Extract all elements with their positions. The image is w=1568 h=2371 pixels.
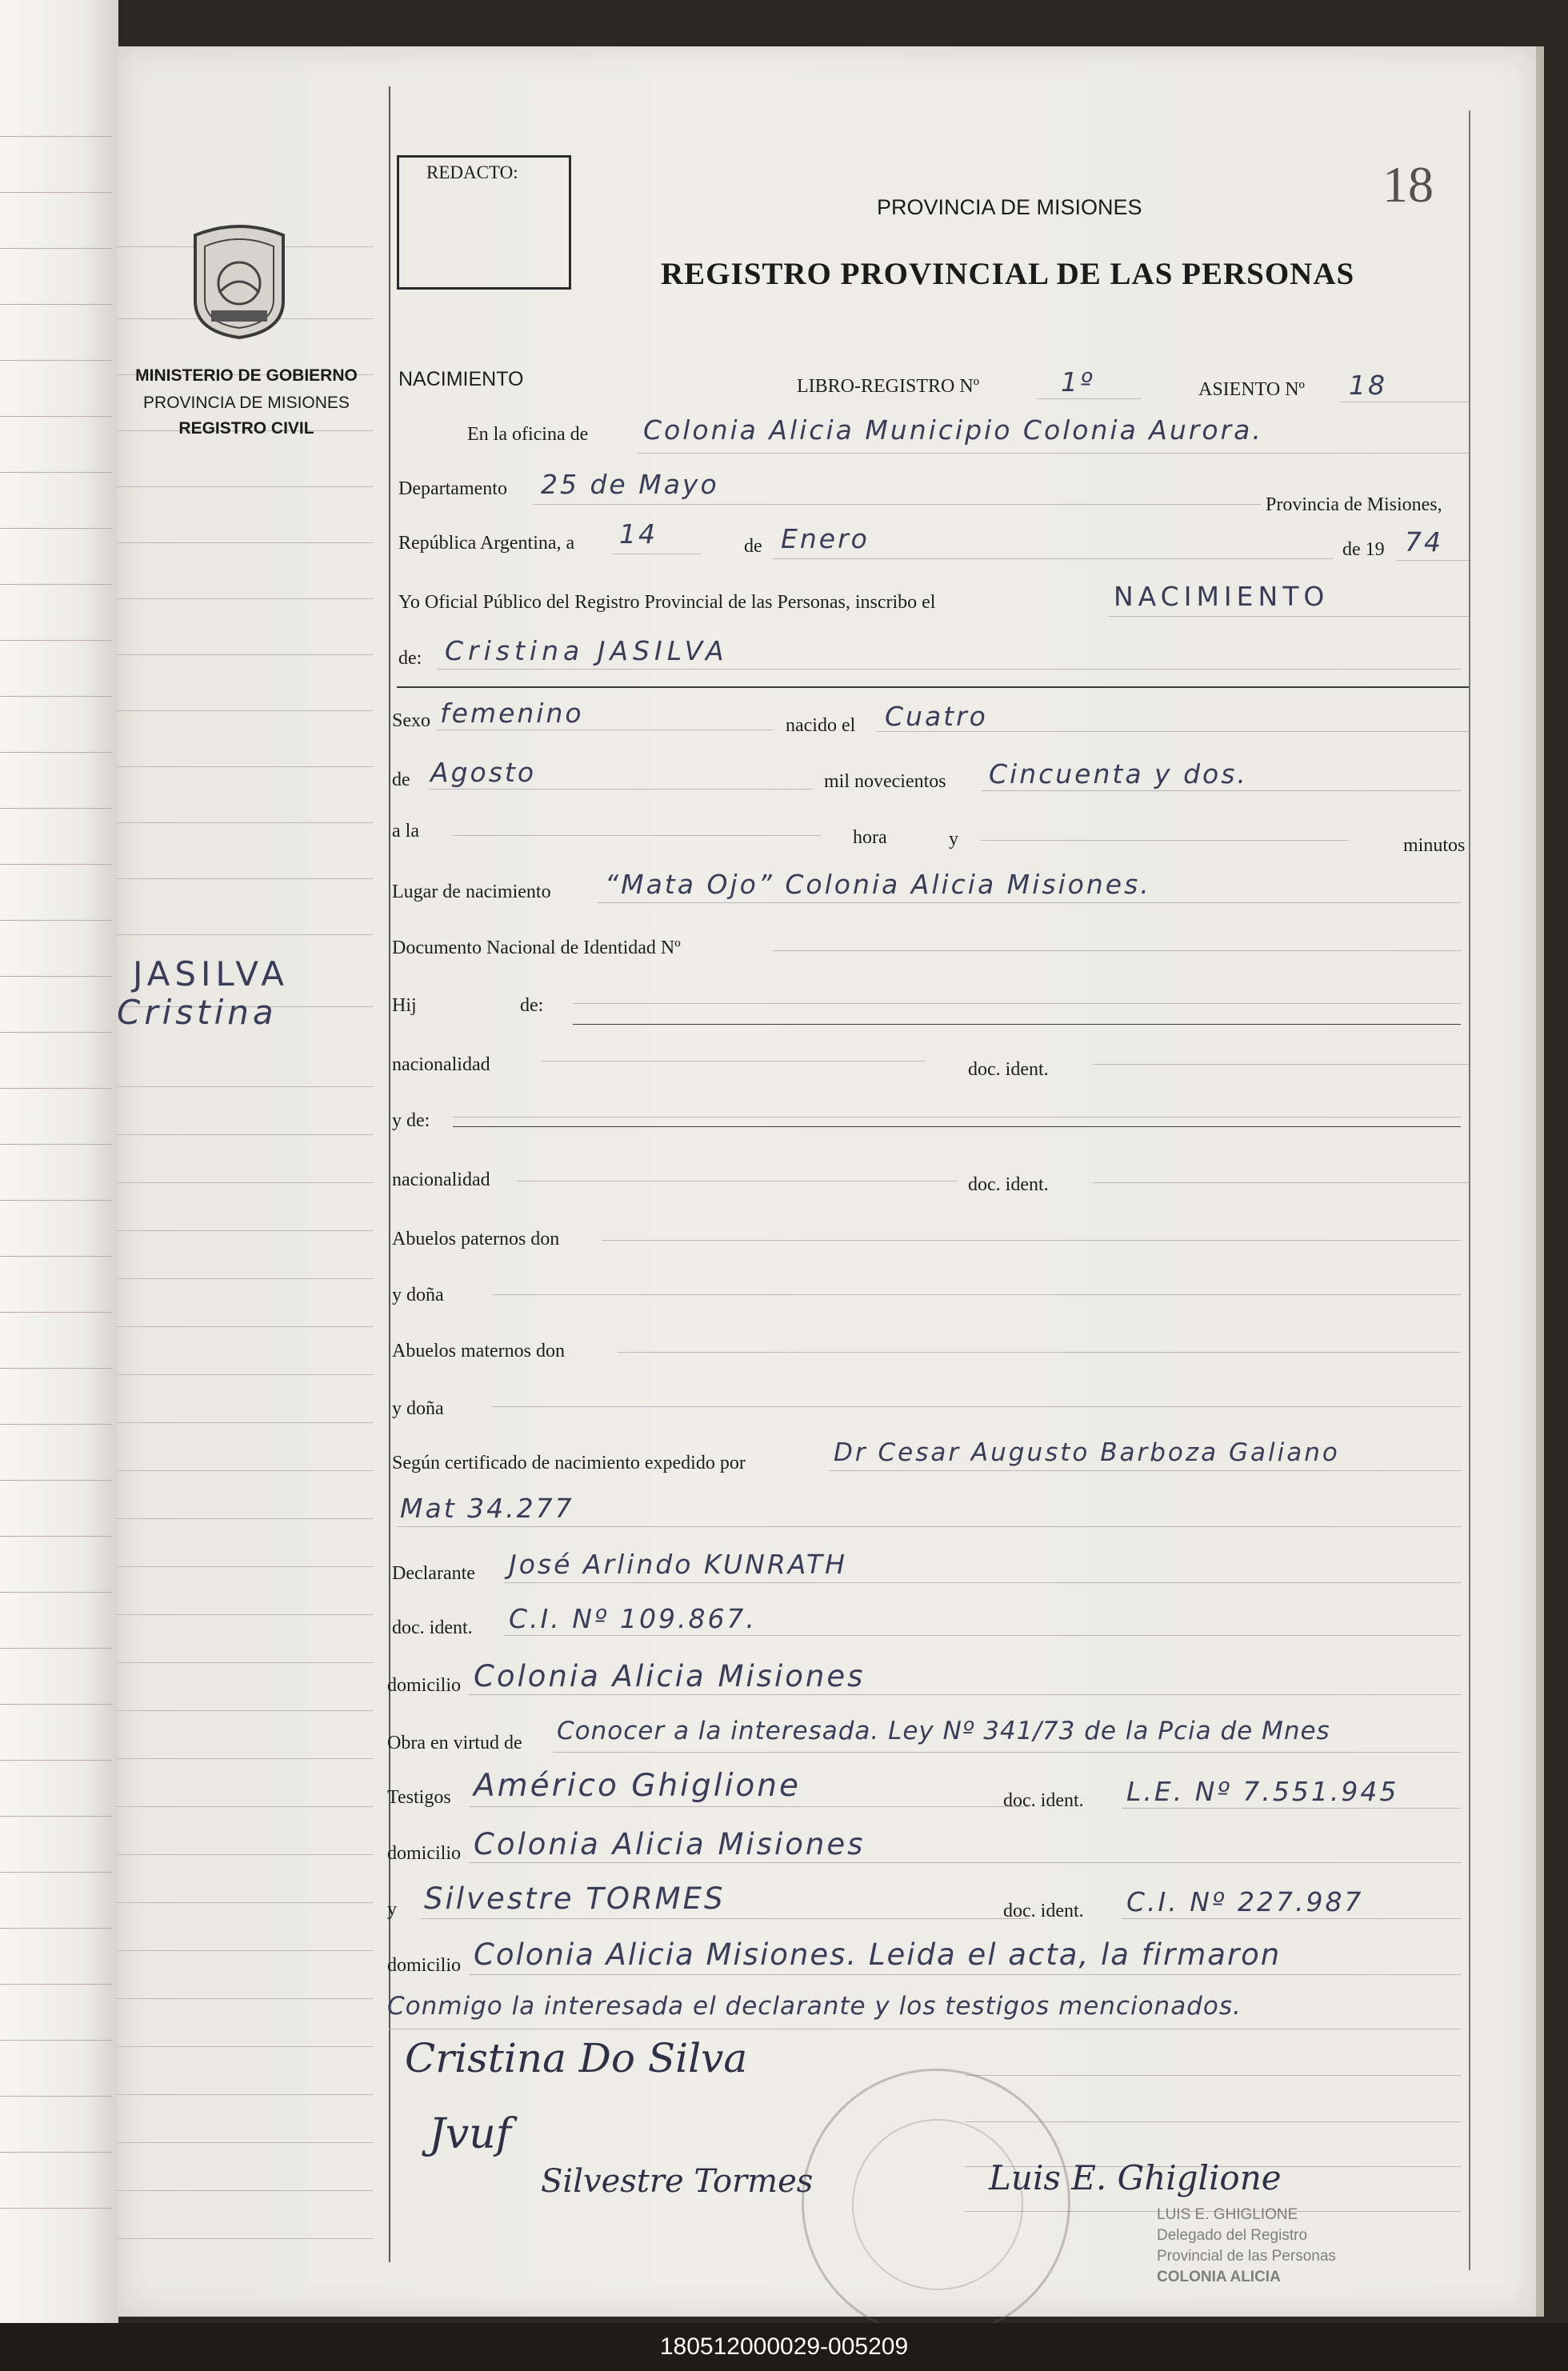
abuelos-paternos-label: Abuelos paternos don	[392, 1229, 560, 1249]
lugar-value: “Mata Ojo” Colonia Alicia Misiones.	[605, 869, 1151, 900]
declarante-domicilio-value: Colonia Alicia Misiones	[474, 1659, 866, 1693]
padre-label: de:	[520, 995, 544, 1016]
sexo-value: femenino	[440, 698, 584, 729]
inscribo-value: NACIMIENTO	[1114, 581, 1330, 612]
abuela-paterna-label: y doña	[392, 1285, 444, 1305]
margin-surname: JASILVA	[133, 954, 289, 994]
margin-given-name: Cristina	[117, 993, 278, 1032]
mes-prefix-label: de	[744, 536, 762, 557]
nacimiento-label: NACIMIENTO	[398, 368, 524, 390]
redacto-label: REDACTO:	[426, 162, 518, 182]
testigo2-prefix-label: y	[387, 1899, 397, 1920]
segun-label: Según certificado de nacimiento expedido por	[392, 1453, 746, 1473]
province-title: PROVINCIA DE MISIONES	[877, 195, 1142, 219]
anio-prefix-label: de 19	[1342, 539, 1385, 560]
ministry-line-2: PROVINCIA DE MISIONES	[143, 394, 350, 412]
image-id-footer: 180512000029-005209	[0, 2323, 1568, 2371]
stamp-line-4: COLONIA ALICIA	[1157, 2269, 1281, 2285]
stamp-line-1: LUIS E. GHIGLIONE	[1157, 2206, 1298, 2223]
declarante-doc-label: doc. ident.	[392, 1617, 473, 1638]
cierre-value: Conmigo la interesada el declarante y los testigos mencionados.	[387, 1992, 1242, 2021]
oficina-label: En la oficina de	[467, 424, 589, 445]
redacto-box	[397, 155, 571, 290]
registry-title: REGISTRO PROVINCIAL DE LAS PERSONAS	[661, 257, 1355, 291]
signature-interesada: Cristina Do Silva	[405, 2035, 748, 2081]
mil-label: mil novecientos	[824, 771, 946, 792]
signature-testigo: Silvestre Tormes	[541, 2163, 814, 2200]
record-page	[117, 46, 1544, 2317]
testigo2-domicilio-value: Colonia Alicia Misiones. Leida el acta, la firmaron	[474, 1937, 1282, 1972]
testigo1-doc-label: doc. ident.	[1003, 1790, 1084, 1811]
madre-label: y de:	[392, 1110, 430, 1131]
obra-value: Conocer a la interesada. Ley Nº 341/73 de la Pcia de Mnes	[557, 1717, 1330, 1745]
hij-label: Hij	[392, 995, 417, 1016]
obra-label: Obra en virtud de	[387, 1733, 522, 1753]
nacido-label: nacido el	[786, 715, 856, 736]
testigo2-doc-label: doc. ident.	[1003, 1901, 1084, 1921]
nacido-mes-value: Agosto	[430, 757, 537, 788]
abuela-materna-label: y doña	[392, 1398, 444, 1419]
hora-label: hora	[853, 827, 887, 848]
libro-label: LIBRO-REGISTRO Nº	[797, 376, 980, 397]
signature-oficial: Luis E. Ghiglione	[989, 2158, 1282, 2197]
signature-declarante: Jvuf	[429, 2110, 511, 2158]
declarante-doc-value: C.I. Nº 109.867.	[509, 1603, 757, 1634]
testigo1-doc-value: L.E. Nº 7.551.945	[1126, 1776, 1399, 1807]
page-number: 18	[1382, 156, 1434, 213]
testigo1-value: Américo Ghiglione	[474, 1768, 802, 1804]
testigo1-domicilio-label: domicilio	[387, 1843, 461, 1864]
certificado-value: Dr Cesar Augusto Barboza Galiano	[834, 1438, 1340, 1467]
lugar-label: Lugar de nacimiento	[392, 882, 551, 902]
nacionalidad-1-label: nacionalidad	[392, 1054, 490, 1075]
nacionalidad-2-label: nacionalidad	[392, 1170, 490, 1190]
testigo2-domicilio-label: domicilio	[387, 1955, 461, 1976]
name-separator-line	[397, 686, 1469, 688]
nombre-label: de:	[398, 648, 422, 669]
testigos-label: Testigos	[387, 1787, 451, 1808]
doc-ident-2-label: doc. ident.	[968, 1174, 1049, 1195]
abuelos-maternos-label: Abuelos maternos don	[392, 1341, 565, 1361]
nacido-anio-value: Cincuenta y dos.	[989, 758, 1248, 790]
a-la-label: a la	[392, 821, 419, 842]
nombre-value: Cristina JASILVA	[445, 635, 729, 666]
libro-value: 1º	[1061, 366, 1095, 398]
anio-value: 74	[1405, 526, 1443, 558]
nacido-dia-value: Cuatro	[885, 701, 988, 732]
left-border-line	[389, 86, 390, 2262]
republica-label: República Argentina, a	[398, 533, 575, 554]
ministry-line-1: MINISTERIO DE GOBIERNO	[135, 366, 358, 385]
asiento-label: ASIENTO Nº	[1198, 379, 1305, 400]
declarante-label: Declarante	[392, 1563, 475, 1584]
departamento-label: Departamento	[398, 478, 507, 499]
declarante-value: José Arlindo KUNRATH	[509, 1549, 847, 1580]
oficina-value: Colonia Alicia Municipio Colonia Aurora.	[643, 414, 1263, 446]
minutos-label: minutos	[1403, 835, 1466, 856]
testigo2-doc-value: C.I. Nº 227.987	[1126, 1886, 1364, 1917]
stamp-line-2: Delegado del Registro	[1157, 2227, 1308, 2244]
doc-ident-1-label: doc. ident.	[968, 1059, 1049, 1080]
y-label: y	[949, 829, 958, 850]
documento-label: Documento Nacional de Identidad Nº	[392, 938, 681, 958]
dia-value: 14	[619, 518, 658, 550]
testigo2-value: Silvestre TORMES	[424, 1881, 726, 1916]
coat-of-arms-emblem	[187, 221, 291, 341]
provincia-label: Provincia de Misiones,	[1266, 494, 1442, 515]
right-border-line	[1469, 110, 1470, 2270]
asiento-value: 18	[1349, 370, 1387, 401]
declarante-domicilio-label: domicilio	[387, 1675, 461, 1696]
mes-value: Enero	[781, 523, 870, 554]
testigo1-domicilio-value: Colonia Alicia Misiones	[474, 1827, 866, 1861]
yo-oficial-label: Yo Oficial Público del Registro Provincial de las Personas, inscribo el	[398, 592, 936, 613]
ministry-line-3: REGISTRO CIVIL	[178, 419, 314, 438]
sexo-label: Sexo	[392, 710, 430, 731]
matricula-value: Mat 34.277	[400, 1493, 574, 1524]
official-stamp	[802, 2069, 1070, 2337]
stamp-line-3: Provincial de las Personas	[1157, 2248, 1336, 2265]
nacido-mes-label: de	[392, 770, 410, 790]
facing-page	[0, 0, 118, 2323]
departamento-value: 25 de Mayo	[541, 469, 719, 500]
